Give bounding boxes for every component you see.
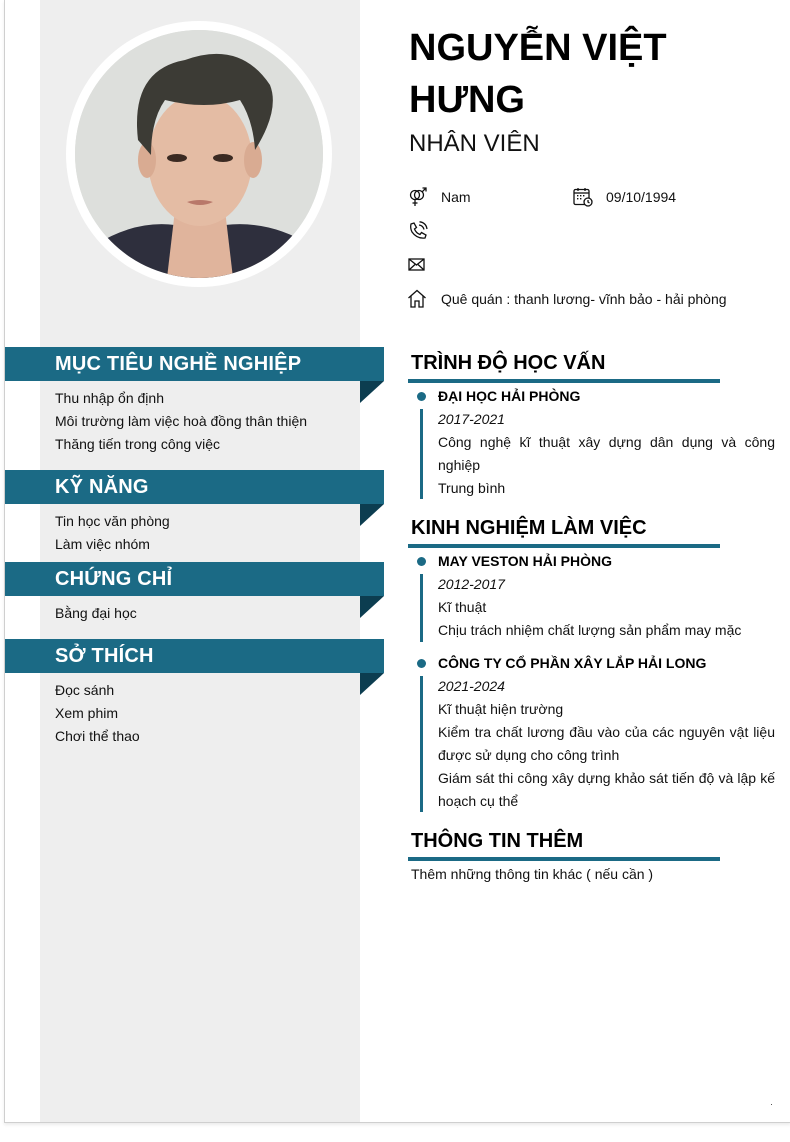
avatar-photo — [75, 30, 323, 278]
list-item: Xem phim — [55, 705, 119, 721]
section-banner-career-goals — [5, 347, 384, 381]
section-title: MỤC TIÊU NGHỀ NGHIỆP — [55, 353, 302, 375]
phone-icon — [407, 220, 429, 242]
experience-line: Giám sát thi công xây dựng khảo sát tiến độ và lập kế hoạch cụ thể — [438, 770, 775, 809]
list-item: Bằng đại học — [55, 605, 137, 621]
experience-period: 2021-2024 — [438, 678, 505, 694]
candidate-name: NGUYỄN VIỆT HƯNG — [409, 27, 667, 121]
experience-title: KINH NGHIỆM LÀM VIỆC — [411, 517, 647, 539]
list-item: Thu nhập ổn định — [55, 390, 164, 406]
experience-line: Chịu trách nhiệm chất lượng sản phẩm may mặc — [438, 622, 742, 638]
timeline-dot — [417, 557, 426, 566]
education-school: ĐẠI HỌC HẢI PHÒNG — [438, 388, 581, 404]
info-gender — [407, 186, 471, 208]
gender-icon — [407, 186, 429, 208]
education-major: Công nghệ kĩ thuật xây dựng dân dụng và công nghiệp — [438, 434, 775, 473]
section-title: SỞ THÍCH — [55, 645, 154, 667]
section-banner-hobbies — [5, 639, 384, 673]
timeline-dot — [417, 659, 426, 668]
timeline-line — [420, 574, 423, 642]
list-item: Thăng tiến trong công việc — [55, 436, 220, 452]
additional-text: Thêm những thông tin khác ( nếu cần ) — [411, 866, 654, 882]
birthdate-value: 09/10/1994 — [606, 189, 677, 205]
certificates-list — [55, 602, 137, 625]
candidate-role: NHÂN VIÊN — [409, 130, 540, 157]
skills-list — [55, 510, 170, 556]
section-divider — [408, 379, 720, 383]
section-title: KỸ NĂNG — [55, 476, 149, 498]
education-grade: Trung bình — [438, 480, 506, 496]
experience-company: CÔNG TY CỔ PHẦN XÂY LẮP HẢI LONG — [438, 655, 707, 671]
list-item: Làm việc nhóm — [55, 536, 150, 552]
list-item: Tin học văn phòng — [55, 513, 170, 529]
experience-details — [438, 675, 775, 813]
banner-fold-decoration — [360, 673, 384, 695]
banner-fold-decoration — [360, 504, 384, 526]
info-phone — [407, 220, 441, 242]
avatar — [75, 30, 323, 278]
timeline-line — [420, 409, 423, 499]
stray-mark — [771, 1104, 772, 1105]
gender-value: Nam — [441, 189, 471, 205]
section-divider — [408, 544, 720, 548]
info-birthdate — [572, 186, 676, 208]
career-goals-list — [55, 387, 307, 456]
section-divider — [408, 857, 720, 861]
experience-details — [438, 573, 775, 642]
home-icon — [407, 288, 429, 310]
info-hometown — [407, 288, 727, 310]
hometown-value: Quê quán : thanh lương- vĩnh bảo - hải phòng — [441, 291, 727, 307]
mail-icon — [407, 254, 429, 276]
education-period: 2017-2021 — [438, 411, 505, 427]
banner-fold-decoration — [360, 381, 384, 403]
banner-fold-decoration — [360, 596, 384, 618]
education-details — [438, 408, 775, 500]
section-banner-certificates — [5, 562, 384, 596]
additional-title: THÔNG TIN THÊM — [411, 830, 584, 852]
info-email — [407, 254, 441, 276]
experience-company: MAY VESTON HẢI PHÒNG — [438, 553, 613, 569]
list-item: Đọc sánh — [55, 682, 115, 698]
section-banner-skills — [5, 470, 384, 504]
section-title: CHỨNG CHỈ — [55, 568, 173, 590]
list-item: Môi trường làm việc hoà đồng thân thiện — [55, 413, 308, 429]
timeline-line — [420, 676, 423, 812]
experience-line: Kĩ thuật hiện trường — [438, 701, 564, 717]
hobbies-list — [55, 679, 140, 748]
education-title: TRÌNH ĐỘ HỌC VẤN — [411, 352, 606, 374]
list-item: Chơi thể thao — [55, 728, 140, 744]
experience-line: Kiểm tra chất lương đầu vào của các nguyên vật liệu được sử dụng cho công trình — [438, 724, 775, 763]
calendar-icon — [572, 186, 594, 208]
experience-period: 2012-2017 — [438, 576, 505, 592]
timeline-dot — [417, 392, 426, 401]
experience-line: Kĩ thuật — [438, 599, 487, 615]
